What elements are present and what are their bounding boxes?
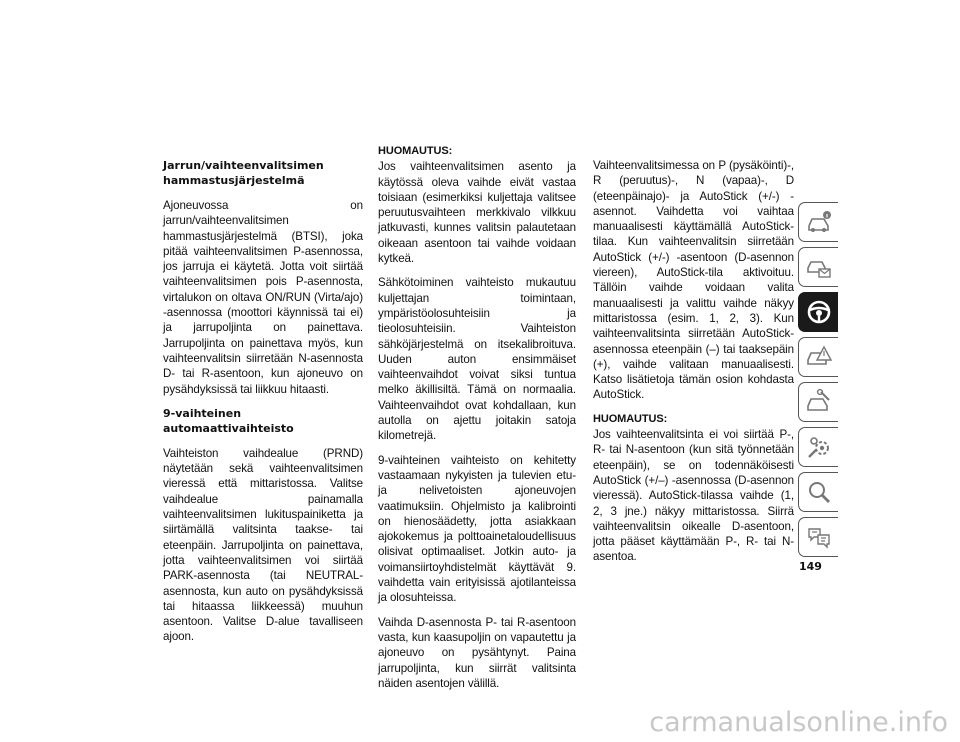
tab-car-warning[interactable]: [798, 337, 838, 377]
language-icon: [805, 523, 833, 551]
tab-magnifier[interactable]: [798, 472, 838, 512]
paragraph: Vaihda D-asennosta P- tai R-asentoon vasta, kun kaasupoljin on vapautettu ja ajoneuvo on pysähtynyt. Paina jarrupoljinta, kun siirrät valitsinta näiden asentojen välillä.: [378, 615, 576, 690]
text-column-2: [378, 144, 576, 700]
paragraph: Ajoneuvossa on jarrun/vaihteenvalitsimen hammastusjärjestelmä (BTSI), joka pitää vaihteenvalitsimen P-asennossa, jos jarruja ei käytetä. Jotta voit siirtää vaihteenvalitsimen pois P-asennosta, virtalukon on oltava ON/RUN (Virta/ajo) -asennossa (moottori käynnissä tai ei) ja jarrupoljinta on painettava. Jarrupoljinta on painettava myös, kun vaihteenvalitsin siirretään N-asennosta D- tai R-asentoon, kun ajoneuvo on pysähdyksissä tai liikkuu hitaasti.: [163, 199, 363, 396]
tab-steering-wheel[interactable]: [798, 292, 838, 332]
car-info-icon: [805, 208, 833, 236]
section-heading-transmission: 9-vaihteinen automaattivaihteisto: [163, 406, 294, 435]
note-label: HUOMAUTUS:: [378, 145, 453, 157]
magnifier-icon: [805, 478, 833, 506]
tab-car-service[interactable]: [798, 382, 838, 422]
note-label: HUOMAUTUS:: [593, 412, 668, 425]
car-warning-icon: [805, 343, 833, 371]
wrench-gear-icon: [805, 433, 833, 461]
text-column-1: [163, 158, 363, 654]
note-block: [593, 412, 794, 565]
tab-car-mail[interactable]: [798, 247, 838, 287]
steering-wheel-icon: [805, 298, 833, 326]
tab-language[interactable]: [798, 517, 838, 557]
paragraph: 9-vaihteinen vaihteisto on kehitetty vastaamaan nykyisten ja tulevien etu- ja nelivetoisten ajoneuvojen vaatimuksiin. Ohjelmisto ja kalibrointi on hienosäädetty, jotta asiakkaan ajokokemus ja polttoainetaloudellisuus olisivat optimaaliset. Jotkin auto- ja voimansiirtoyhdistelmät käyttävät 9. vaihdetta vain erityisissä ajotilanteissa ja olosuhteissa.: [378, 453, 576, 605]
text-column-3: [593, 158, 794, 574]
note-text: Jos vaihteenvalitsinta ei voi siirtää P-, R- tai N-asentoon (kun sitä työnnetään eteenpäin), se on todennäköisesti AutoStick (+/–) -asennossa (D-asennon vieressä). AutoStick-tilassa vaihde (1, 2, 3 jne.) näkyy mittaristossa. Siirrä vaihteenvalitsin oikealle D-asentoon, jotta pääset käyttämään P-, R- tai N-asentoa.: [593, 428, 794, 564]
chapter-tabs: [798, 202, 840, 562]
page-number: 149: [799, 560, 822, 573]
paragraph: Vaihteenvalitsimessa on P (pysäköinti)-, R (peruutus)-, N (vapaa)-, D (eteenpäinajo)- ja AutoStick (+/-) -asennot. Vaihdetta voi vaihtaa manuaalisesti käyttämällä AutoStick-tilaa. Kun vaihteenvalitsin siirretään AutoStick (+/-) -asentoon (D-asennon viereen), AutoStick-tila aktivoituu. Tällöin vaihde voidaan valita manuaalisesti ja valittu vaihde näkyy mittaristossa (esim. 1, 2, 3). Kun vaihteenvalitsinta siirretään AutoStick-asennossa eteenpäin (–) tai taaksepäin (+), vaihde valitaan manuaalisesti. Katso lisätietoja tämän osion kohdasta AutoStick.: [593, 159, 794, 402]
note-text: Jos vaihteenvalitsimen asento ja käytössä oleva vaihde eivät vastaa toisiaan (esimerkiksi kuljettaja valitsee peruutusvaihteen merkkivalo vilkkuu jatkuvasti, kunnes valitsin palautetaan oikeaan asentoon tai vaihde voidaan kytkeä.: [378, 160, 576, 266]
watermark: carmanualsonline.info: [649, 707, 948, 738]
car-mail-icon: [805, 253, 833, 281]
section-heading-btsi: Jarrun/vaihteenvalitsimen hammastusjärjestelmä: [163, 159, 324, 187]
car-service-icon: [805, 388, 833, 416]
note-block: [378, 144, 576, 266]
tab-car-info[interactable]: [798, 202, 838, 242]
paragraph: Vaihteiston vaihdealue (PRND) näytetään sekä vaihteenvalitsimen vieressä että mittaristossa. Valitse vaihdealue painamalla vaihteenvalitsimen lukituspainiketta ja siirtämällä valitsinta taakse- tai eteenpäin. Jarrupoljinta on painettava, jotta vaihteenvalitsimen voi siirtää PARK-asennosta (tai NEUTRAL-asennosta, kun auto on pysähdyksissä tai hitaassa liikkeessä) muuhun asentoon. Valitse D-alue tavalliseen ajoon.: [163, 446, 363, 644]
tab-wrench-gear[interactable]: [798, 427, 838, 467]
paragraph: Sähkötoiminen vaihteisto mukautuu kuljettajan toimintaan, ympäristöolosuhteisiin ja tieolosuhteisiin. Vaihteiston sähköjärjestelmä on itsekalibroituva. Uuden auton ensimmäiset vaihteenvaihdot voivat siksi tuntua melko äkillisiltä. Tämä on normaalia. Vaihteenvaihdot ovat kohdallaan, kun autolla on ajettu joitakin satoja kilometrejä.: [378, 276, 576, 443]
